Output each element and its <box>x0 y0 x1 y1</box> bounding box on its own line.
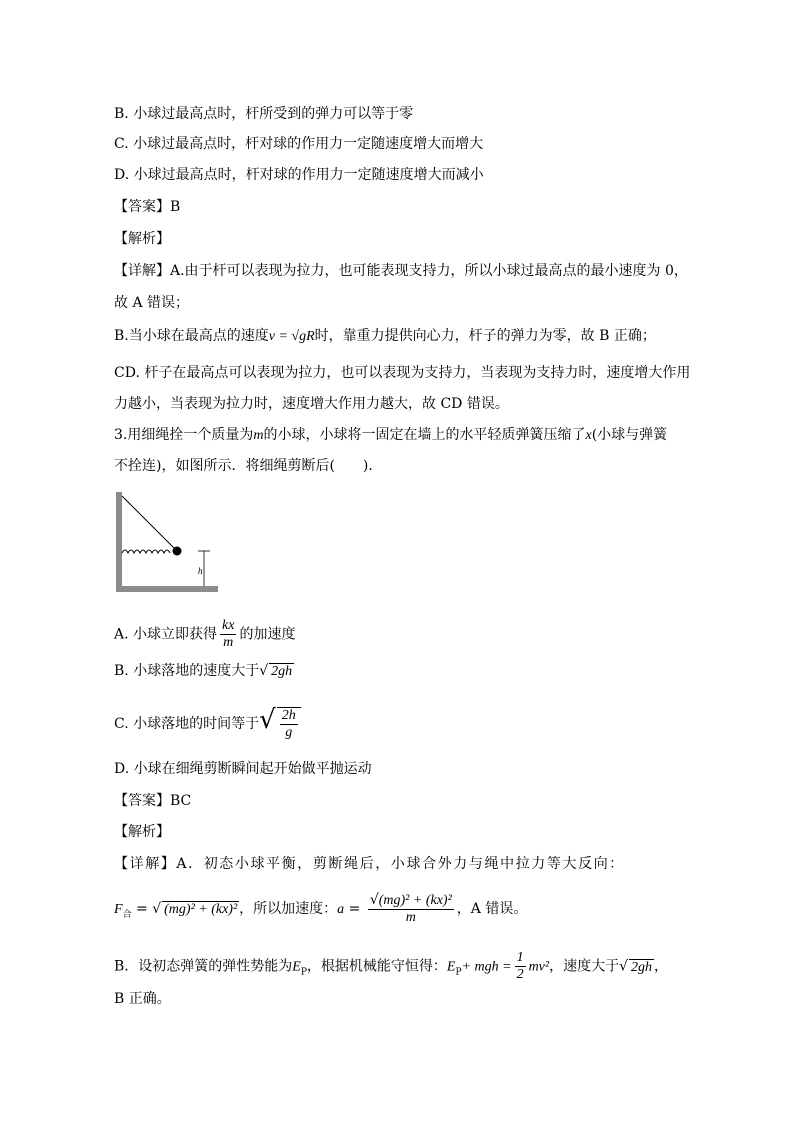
q3-figure <box>112 490 222 596</box>
q2-option-c: C. 小球过最高点时，杆对球的作用力一定随速度增大而增大 <box>114 136 484 152</box>
q3-detail-a-f-rhs: (mg)² + (kx)² <box>164 902 238 917</box>
q3-detail-b-ep-sub: P <box>300 967 307 978</box>
q3-option-a-post: 的加速度 <box>239 626 296 643</box>
q3-option-a-den: m <box>223 635 234 650</box>
q3-stem-pre: 3.用细绳拴一个质量为 <box>114 427 254 443</box>
q2-analysis-label: 【解析】 <box>114 231 170 247</box>
q2-answer: 【答案】B <box>114 199 181 215</box>
q3-detail-b-frac-num: 1 <box>516 950 524 965</box>
q3-detail-a-f-sub: 合 <box>122 909 132 920</box>
q3-analysis-label: 【解析】 <box>114 824 170 840</box>
q3-stem-mid: 的小球，小球将一固定在墙上的水平轻质弹簧压缩了 <box>263 427 586 443</box>
string <box>122 496 176 550</box>
q3-detail-b-post: ，速度大于 <box>549 958 620 975</box>
q3-stem-x: x <box>585 428 592 443</box>
q3-detail-b-eq-lhs: + mgh = <box>461 959 512 975</box>
height-label: h <box>198 566 203 576</box>
q2-detail-b-pre: B.当小球在最高点的速度 <box>114 328 269 344</box>
q3-stem-line1 <box>114 426 667 445</box>
q3-detail-a-mid: ，所以加速度： <box>239 901 338 917</box>
q2-detail-b <box>114 327 656 346</box>
q3-detail-b-end: ， <box>654 958 669 975</box>
floor <box>116 586 218 592</box>
q2-detail-a-line1: 【详解】A.由于杆可以表现为拉力，也可能表现支持力，所以小球过最高点的最小速度为 0， <box>114 263 688 279</box>
q3-detail-a-post: ，A 错误。 <box>456 901 528 917</box>
q3-detail-a-a: a <box>337 902 345 917</box>
q3-detail-b-rad: 2gh <box>631 959 653 975</box>
q3-detail-b-frac-den: 2 <box>516 967 524 982</box>
q2-option-d: D. 小球过最高点时，杆对球的作用力一定随速度增大而减小 <box>114 167 484 183</box>
q3-detail-b-line2: B 正确。 <box>114 991 171 1007</box>
q3-stem-m: m <box>253 428 264 443</box>
q3-option-a <box>114 618 295 651</box>
q2-detail-b-formula: v = √gR <box>268 329 315 344</box>
ball <box>173 547 182 556</box>
q3-detail-b-mid: ，根据机械能守恒得： <box>306 958 447 975</box>
q3-option-c: C. 小球落地的时间等于√ $\frac{2h}{g}$ <box>114 707 304 741</box>
q3-detail-a-den: m <box>405 910 416 925</box>
q3-detail-b-ep: E <box>292 959 301 975</box>
q3-option-c-den: g <box>285 725 293 740</box>
q3-detail-a-formula: $F_合$ = √ (mg)² + (kx)² ，所以加速度：a = $\frac{\text{√(mg)² + (kx)²}}{m}$ ，A 错误。 <box>114 892 528 925</box>
q2-detail-cd-line2: 力越小，当表现为拉力时，速度增大作用力越大，故 CD 错误。 <box>114 396 509 412</box>
q3-option-d: D. 小球在细绳剪断瞬间起开始做平抛运动 <box>114 761 372 777</box>
q3-detail-b: B．设初态弹簧的弹性势能为$E_P$，根据机械能守恒得：$E_P+$ mgh = $\frac{1}{2}$ mv²，速度大于√ 2gh ， <box>114 950 669 982</box>
q3-detail-a-f: F <box>114 902 123 917</box>
q3-option-c-pre: C. 小球落地的时间等于 <box>114 716 260 732</box>
q3-option-b-rad: 2gh <box>271 664 293 679</box>
spring <box>122 550 170 553</box>
q2-detail-cd-line1: CD. 杆子在最高点可以表现为拉力，也可以表现为支持力，当表现为支持力时，速度增大作用 <box>114 365 691 381</box>
q3-answer: 【答案】BC <box>114 793 192 809</box>
q3-stem-line2: 不拴连)，如图所示．将细绳剪断后( )． <box>114 458 383 474</box>
q3-option-a-num: kx <box>222 618 235 633</box>
q3-detail-a-num: (mg)² + (kx)² <box>378 893 452 908</box>
q3-detail-a-line1: 【详解】A．初态小球平衡，剪断绳后，小球合外力与绳中拉力等大反向： <box>114 856 625 872</box>
q2-detail-b-post: 时，靠重力提供向心力，杆子的弹力为零，故 B 正确； <box>314 328 656 344</box>
q2-option-b: B. 小球过最高点时，杆所受到的弹力可以等于零 <box>114 106 414 122</box>
q3-option-a-pre: A. 小球立即获得 <box>114 626 218 643</box>
q3-detail-b-pre: B．设初态弹簧的弹性势能为 <box>114 958 293 975</box>
q2-detail-a-line2: 故 A 错误； <box>114 295 190 311</box>
wall <box>116 492 122 592</box>
q3-option-b-pre: B. 小球落地的速度大于 <box>114 663 260 679</box>
q3-detail-b-eq-rhs: mv² <box>528 959 550 975</box>
q3-option-c-num: 2h <box>281 708 296 723</box>
q3-stem-post: (小球与弹簧 <box>591 427 668 443</box>
q3-option-b: B. 小球落地的速度大于√ 2gh <box>114 663 293 679</box>
